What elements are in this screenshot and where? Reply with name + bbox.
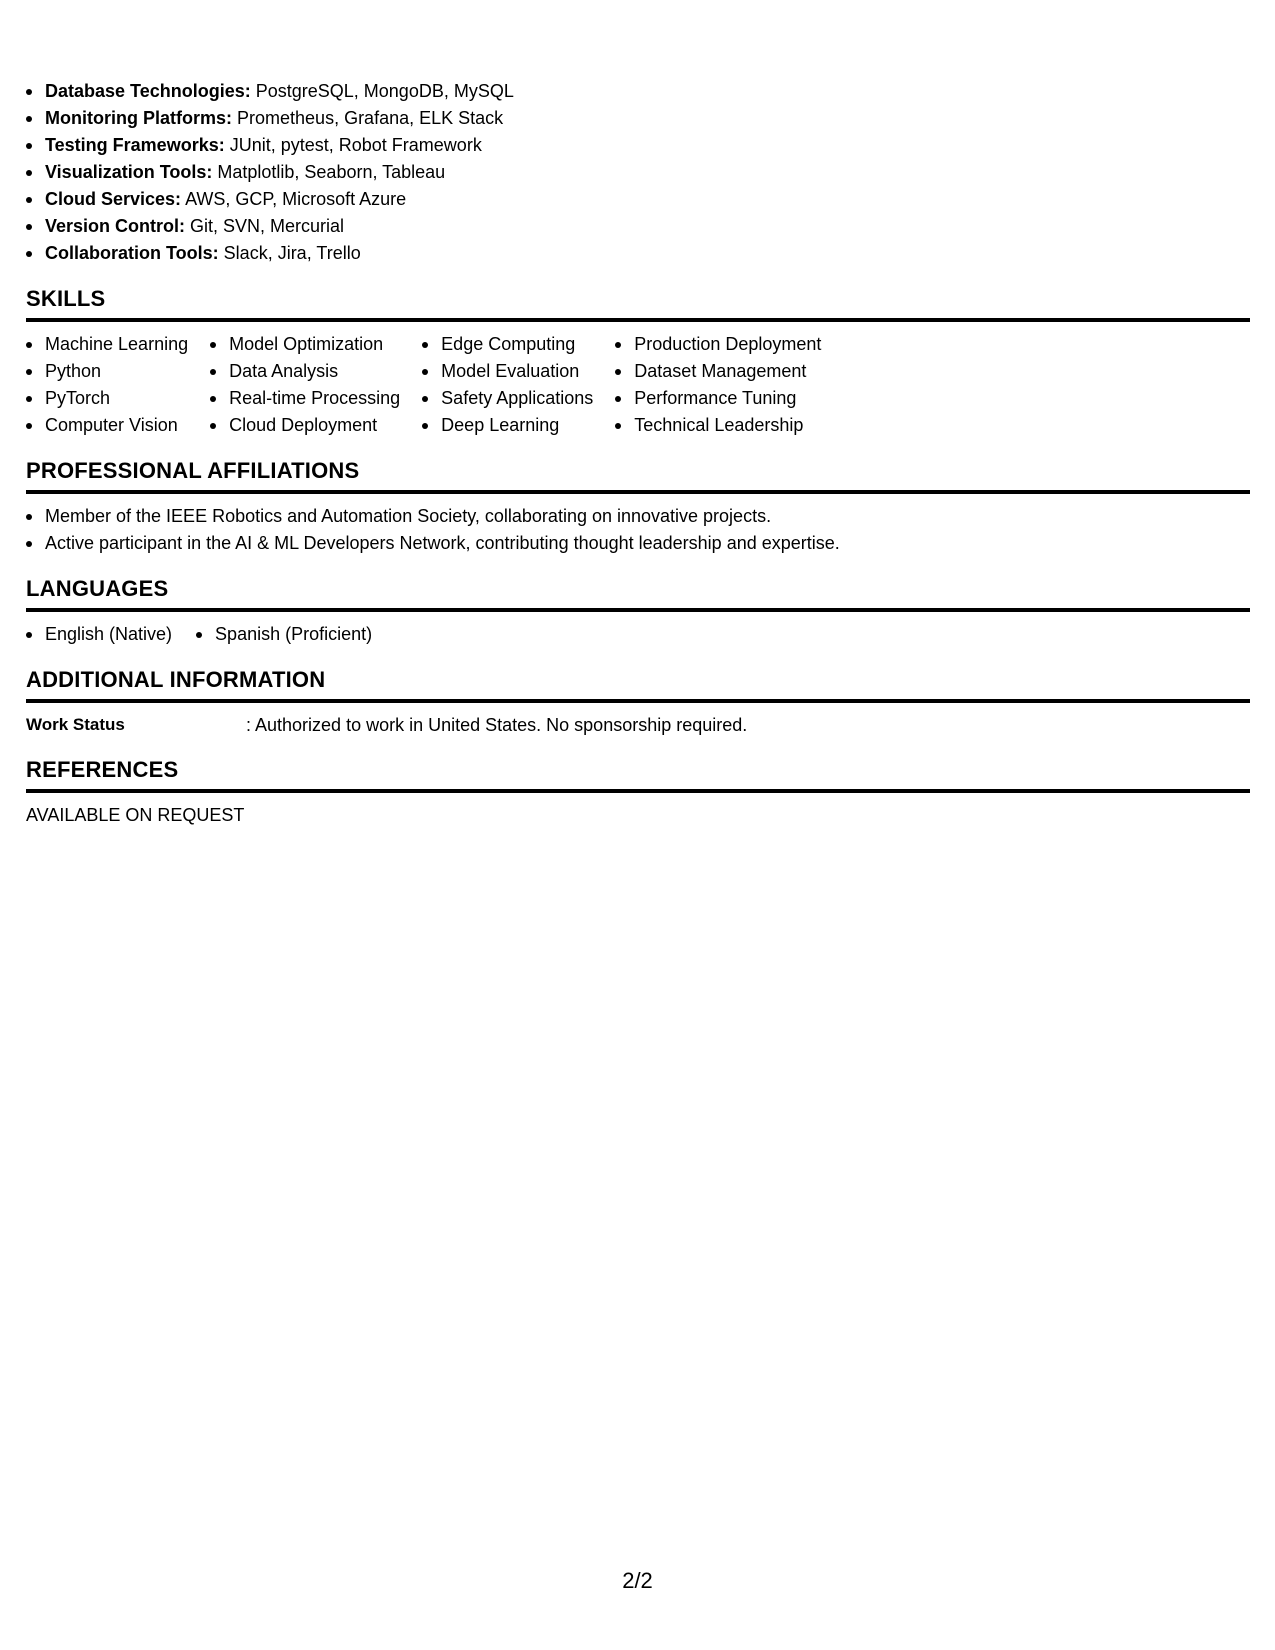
- list-item: Cloud Deployment: [210, 412, 400, 439]
- tech-label: Visualization Tools:: [45, 162, 213, 182]
- list-item: Data Analysis: [210, 358, 400, 385]
- tech-label: Testing Frameworks:: [45, 135, 225, 155]
- section-title-additional-info: ADDITIONAL INFORMATION: [26, 667, 1250, 703]
- list-item: [26, 78, 1250, 105]
- tech-value: Git, SVN, Mercurial: [190, 216, 345, 236]
- references-text: AVAILABLE ON REQUEST: [26, 805, 245, 825]
- list-item: Technical Leadership: [615, 412, 821, 439]
- page-number: 2/2: [622, 1568, 653, 1593]
- list-item: Python: [26, 358, 188, 385]
- languages-section: [26, 576, 1250, 648]
- work-status-row: [26, 712, 1250, 738]
- list-item: Spanish (Proficient): [196, 621, 372, 648]
- skills-section: [26, 286, 1250, 439]
- list-item: Model Evaluation: [422, 358, 593, 385]
- section-title-affiliations: PROFESSIONAL AFFILIATIONS: [26, 458, 1250, 494]
- list-item: Machine Learning: [26, 331, 188, 358]
- languages-list: [26, 621, 1250, 648]
- skills-column: [210, 331, 400, 439]
- tech-label: Collaboration Tools:: [45, 243, 219, 263]
- list-item: Deep Learning: [422, 412, 593, 439]
- list-item: Active participant in the AI & ML Developers Network, contributing thought leadership and expertise.: [26, 530, 1250, 557]
- work-status-value: : Authorized to work in United States. No sponsorship required.: [246, 715, 748, 735]
- list-item: [26, 240, 1250, 267]
- list-item: Production Deployment: [615, 331, 821, 358]
- tech-label: Database Technologies:: [45, 81, 251, 101]
- tech-value: JUnit, pytest, Robot Framework: [229, 135, 482, 155]
- list-item: [26, 159, 1250, 186]
- section-title-references: REFERENCES: [26, 757, 1250, 793]
- list-item: Safety Applications: [422, 385, 593, 412]
- list-item: Computer Vision: [26, 412, 188, 439]
- list-item: Real-time Processing: [210, 385, 400, 412]
- resume-page: [26, 78, 1250, 828]
- additional-info-section: [26, 667, 1250, 738]
- list-item: Model Optimization: [210, 331, 400, 358]
- tech-value: Matplotlib, Seaborn, Tableau: [217, 162, 446, 182]
- affiliations-list: [26, 503, 1250, 557]
- skills-grid: [26, 331, 1250, 439]
- technologies-list: [26, 78, 1250, 267]
- list-item: [26, 186, 1250, 213]
- list-item: Dataset Management: [615, 358, 821, 385]
- work-status-label: Work Status: [26, 715, 125, 734]
- tech-value: Slack, Jira, Trello: [223, 243, 361, 263]
- skills-column: [26, 331, 188, 439]
- affiliations-section: [26, 458, 1250, 557]
- list-item: [26, 105, 1250, 132]
- tech-label: Version Control:: [45, 216, 186, 236]
- list-item: [26, 132, 1250, 159]
- list-item: Edge Computing: [422, 331, 593, 358]
- list-item: English (Native): [26, 621, 172, 648]
- list-item: Member of the IEEE Robotics and Automation Society, collaborating on innovative projects.: [26, 503, 1250, 530]
- tech-label: Monitoring Platforms:: [45, 108, 232, 128]
- tech-label: Cloud Services:: [45, 189, 182, 209]
- tech-value: AWS, GCP, Microsoft Azure: [185, 189, 407, 209]
- tech-value: PostgreSQL, MongoDB, MySQL: [255, 81, 514, 101]
- list-item: Performance Tuning: [615, 385, 821, 412]
- skills-column: [422, 331, 593, 439]
- list-item: PyTorch: [26, 385, 188, 412]
- references-section: [26, 757, 1250, 828]
- skills-column: [615, 331, 821, 439]
- section-title-skills: SKILLS: [26, 286, 1250, 322]
- list-item: [26, 213, 1250, 240]
- tech-value: Prometheus, Grafana, ELK Stack: [237, 108, 504, 128]
- section-title-languages: LANGUAGES: [26, 576, 1250, 612]
